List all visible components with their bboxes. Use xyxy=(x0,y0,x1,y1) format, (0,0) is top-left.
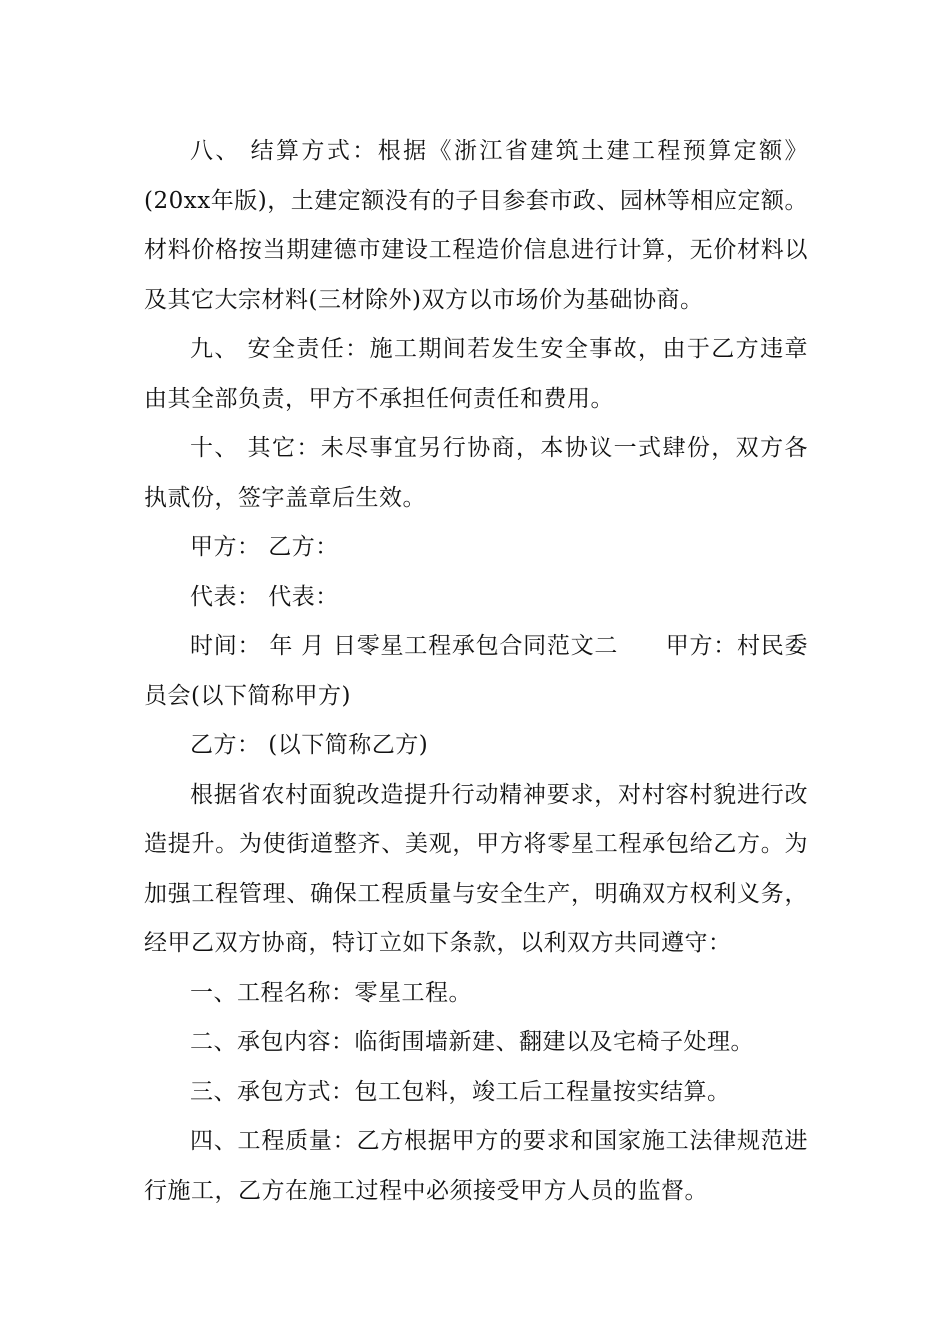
clause-settlement-method: 八、 结算方式：根据《浙江省建筑土建工程预算定额》(20xx年版)，土建定额没有的子目参套市政、园林等相应定额。材料价格按当期建德市建设工程造价信息进行计算，无价材料以及其它大宗材料(三材除外)双方以市场价为基础协商。 xyxy=(144,138,808,313)
clause-other: 十、 其它：未尽事宜另行协商，本协议一式肆份，双方各执贰份，签字盖章后生效。 xyxy=(144,435,808,511)
signature-parties: 甲方： 乙方： xyxy=(190,534,339,560)
clause-contract-content: 二、承包内容：临街围墙新建、翻建以及宅椅子处理。 xyxy=(190,1029,754,1055)
signature-date-and-party-a: 时间： 年 月 日零星工程承包合同范文二 甲方：村民委员会(以下简称甲方) xyxy=(144,633,808,709)
clause-safety-responsibility: 九、 安全责任：施工期间若发生安全事故，由于乙方违章由其全部负责，甲方不承担任何责任和费用。 xyxy=(144,336,808,412)
document-body xyxy=(144,127,808,1216)
clause-contract-method: 三、承包方式：包工包料，竣工后工程量按实结算。 xyxy=(190,1078,731,1105)
preamble-paragraph: 根据省农村面貌改造提升行动精神要求，对村容村貌进行改造提升。为使街道整齐、美观，甲方将零星工程承包给乙方。为加强工程管理、确保工程质量与安全生产，明确双方权利义务，经甲乙双方协商，特订立如下条款，以利双方共同遵守： xyxy=(144,781,808,956)
party-b-line: 乙方： (以下简称乙方) xyxy=(190,732,429,758)
clause-project-name: 一、工程名称：零星工程。 xyxy=(190,979,472,1006)
signature-representatives: 代表： 代表： xyxy=(190,583,339,610)
clause-project-quality: 四、工程质量：乙方根据甲方的要求和国家施工法律规范进行施工，乙方在施工过程中必须接受甲方人员的监督。 xyxy=(144,1128,808,1204)
